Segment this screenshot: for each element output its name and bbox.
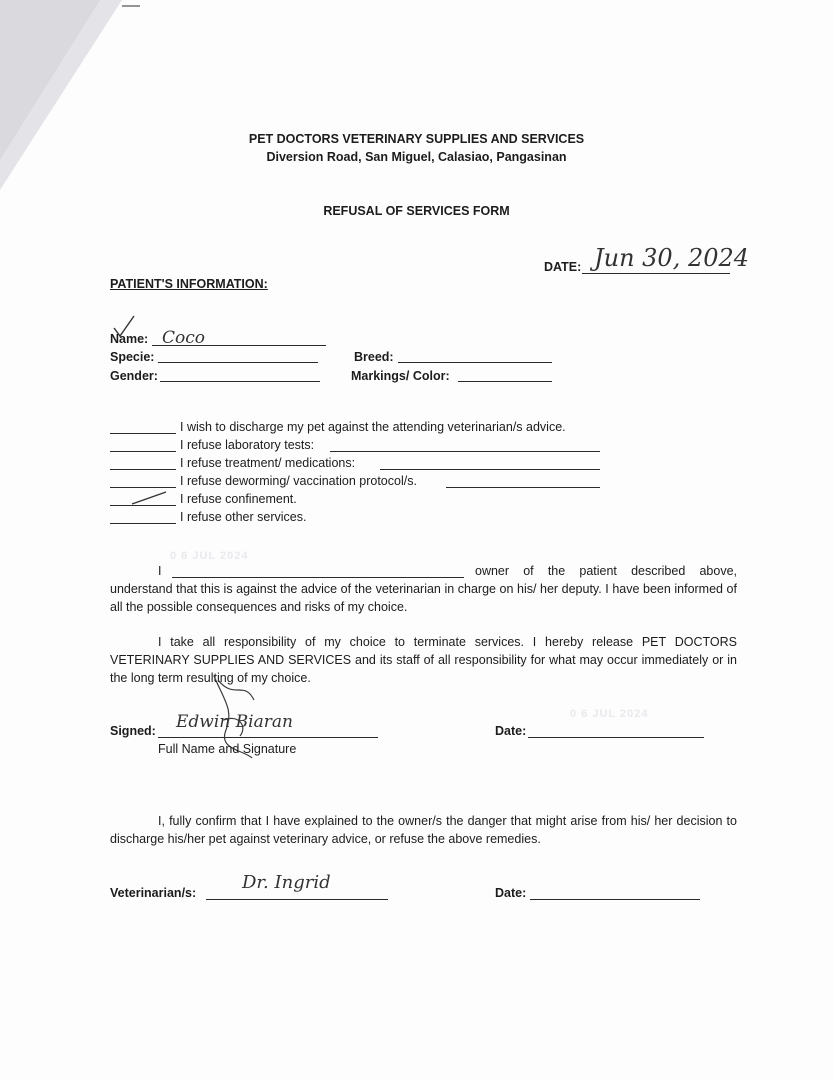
date-line	[582, 273, 730, 274]
markings-label: Markings/ Color:	[351, 369, 450, 383]
faint-stamp: 0 6 JUL 2024	[570, 708, 649, 720]
folded-corner-shadow	[0, 0, 140, 200]
signed-date-line	[528, 737, 704, 738]
clinic-address: Diversion Road, San Miguel, Calasiao, Pangasinan	[266, 150, 567, 164]
deworming-line	[446, 487, 600, 488]
specie-line	[158, 362, 318, 363]
option-lab-tests: I refuse laboratory tests:	[180, 438, 315, 452]
signature-sublabel: Full Name and Signature	[158, 742, 297, 756]
option-confinement: I refuse confinement.	[180, 492, 297, 506]
owner-statement-text: understand that this is against the advice of the veterinarian in charge on his/ her deputy. I have been informed of all the possible consequences and risks of my choice.	[110, 582, 737, 614]
owner-statement-line1: owner of the patient described above,	[475, 564, 737, 578]
signed-label: Signed:	[110, 724, 156, 738]
gender-line	[160, 381, 320, 382]
clinic-name: PET DOCTORS VETERINARY SUPPLIES AND SERVICES	[248, 132, 585, 146]
responsibility-text: I take all responsibility of my choice to terminate services. I hereby release PET DOCTORS VETERINARY SUPPLIES AND SERVICES and its staff of all responsibility for what may occur immediately or in the long term resulting of my choice.	[110, 635, 737, 685]
name-handwritten: Coco	[162, 328, 205, 348]
gender-label: Gender:	[110, 369, 158, 383]
option-blank	[110, 487, 176, 488]
option-other: I refuse other services.	[180, 510, 307, 524]
lab-tests-line	[330, 451, 600, 452]
option-deworming: I refuse deworming/ vaccination protocol/s.	[180, 474, 417, 488]
faint-stamp: 0 6 JUL 2024	[170, 550, 249, 562]
signature-line	[158, 737, 378, 738]
veterinarian-label: Veterinarian/s:	[110, 886, 197, 900]
veterinarian-handwritten: Dr. Ingrid	[242, 872, 331, 893]
date-handwritten: Jun 30, 2024	[594, 244, 750, 272]
name-label: Name:	[110, 332, 149, 346]
owner-signature: Edwin Biaran	[176, 712, 293, 732]
vet-date-label: Date:	[495, 886, 527, 900]
date-label: DATE:	[544, 260, 582, 274]
option-blank	[110, 523, 176, 524]
owner-statement-prefix: I	[158, 564, 162, 578]
option-blank	[110, 451, 176, 452]
breed-line	[398, 362, 552, 363]
option-treatment: I refuse treatment/ medications:	[180, 456, 356, 470]
treatment-line	[380, 469, 600, 470]
option-blank	[110, 469, 176, 470]
form-title: REFUSAL OF SERVICES FORM	[323, 204, 510, 218]
markings-line	[458, 381, 552, 382]
vet-confirmation	[110, 812, 737, 848]
breed-label: Breed:	[354, 350, 394, 364]
option-discharge: I wish to discharge my pet against the attending veterinarian/s advice.	[180, 420, 566, 434]
vet-date-line	[530, 899, 700, 900]
option-blank	[110, 433, 176, 434]
patient-info-heading: PATIENT'S INFORMATION:	[110, 277, 268, 291]
signed-date-label: Date:	[495, 724, 527, 738]
owner-name-line	[172, 577, 464, 578]
veterinarian-line	[206, 899, 388, 900]
owner-statement-body	[110, 580, 737, 616]
specie-label: Specie:	[110, 350, 155, 364]
check-mark-icon	[130, 490, 170, 506]
vet-confirmation-text: I, fully confirm that I have explained to the owner/s the danger that might arise from his/ her decision to discharge his/her pet against veterinary advice, or refuse the above remedies.	[110, 814, 737, 846]
